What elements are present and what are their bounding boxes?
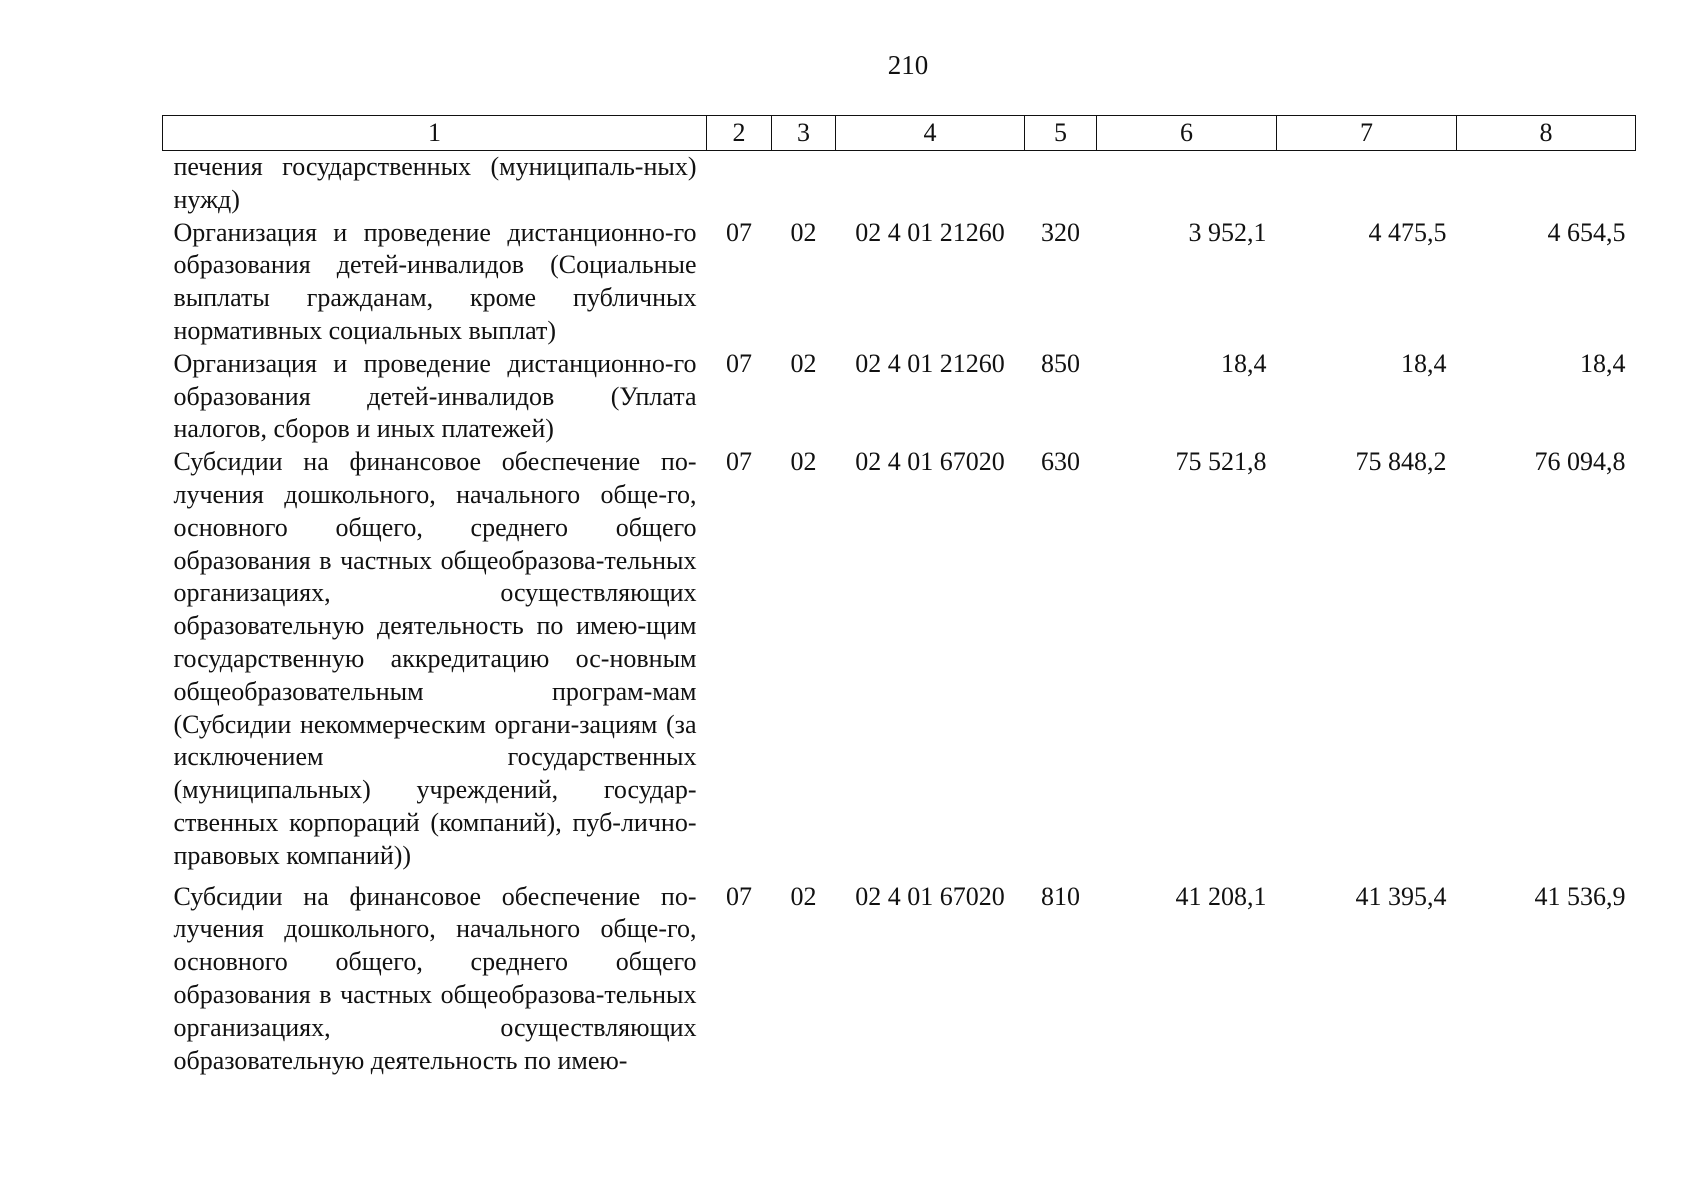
row-description: печения государственных (муниципаль-ных) нужд) <box>173 152 697 214</box>
table-header <box>163 116 1636 151</box>
column-header-8: 8 <box>1457 116 1636 151</box>
row-section: 07 <box>726 881 752 911</box>
row-amount-col8: 76 094,8 <box>1534 447 1626 477</box>
row-amount-col8: 41 536,9 <box>1534 881 1626 911</box>
column-header-5: 5 <box>1025 116 1097 151</box>
row-amount-col6: 41 208,1 <box>1175 881 1267 911</box>
row-amount-col7 <box>1277 151 1457 217</box>
table-row <box>163 151 1636 217</box>
row-target-article: 02 4 01 67020 <box>855 447 1005 477</box>
row-description: Субсидии на финансовое обеспечение по-лучения дошкольного, начального обще-го, основного общего, среднего общего образования в частных общеобразова-тельных организациях, осуществляющих образовательную деятельность по имею-щим государственную аккредитацию ос-новным общеобразовательным програм-мам (Субсидии некоммерческим органи-зациям (за исключением государственных (муниципальных) учреждений, государ-ственных корпораций (компаний), пуб-лично-правовых компаний)) <box>173 447 697 870</box>
column-header-1: 1 <box>163 116 707 151</box>
row-description: Организация и проведение дистанционно-го образования детей-инвалидов (Уплата налогов, сборов и иных платежей) <box>173 348 697 444</box>
column-header-6: 6 <box>1097 116 1277 151</box>
table-row <box>163 873 1636 1078</box>
row-amount-col8: 4 654,5 <box>1547 217 1626 247</box>
row-amount-col6 <box>1097 151 1277 217</box>
row-section: 07 <box>726 348 752 378</box>
column-header-4: 4 <box>836 116 1025 151</box>
row-amount-col8 <box>1457 151 1636 217</box>
row-target-article: 02 4 01 21260 <box>855 348 1005 378</box>
row-amount-col6: 75 521,8 <box>1175 447 1267 477</box>
column-header-2: 2 <box>707 116 772 151</box>
row-subsection: 02 <box>790 447 817 477</box>
row-amount-col7: 4 475,5 <box>1368 217 1447 247</box>
row-expense-type <box>1025 151 1097 217</box>
row-subsection: 02 <box>790 881 817 911</box>
row-section <box>707 151 772 217</box>
row-subsection <box>772 151 836 217</box>
row-expense-type: 810 <box>1041 881 1080 911</box>
table-row <box>163 348 1636 446</box>
row-expense-type: 630 <box>1041 447 1080 477</box>
header-row <box>163 116 1636 151</box>
table-row <box>163 217 1636 348</box>
row-amount-col7: 18,4 <box>1401 348 1447 378</box>
page-number: 210 <box>887 50 929 80</box>
row-expense-type: 320 <box>1041 217 1080 247</box>
row-description: Организация и проведение дистанционно-го образования детей-инвалидов (Социальные выплаты гражданам, кроме публичных нормативных социальных выплат) <box>173 217 697 345</box>
column-header-7: 7 <box>1277 116 1457 151</box>
row-target-article: 02 4 01 67020 <box>855 881 1005 911</box>
budget-table <box>162 115 1636 1077</box>
table-row <box>163 446 1636 872</box>
row-section: 07 <box>726 217 752 247</box>
row-section: 07 <box>726 447 752 477</box>
row-target-article: 02 4 01 21260 <box>855 217 1005 247</box>
column-header-3: 3 <box>772 116 836 151</box>
table-body <box>163 151 1636 1078</box>
row-target-article <box>836 151 1025 217</box>
row-amount-col6: 18,4 <box>1221 348 1267 378</box>
row-expense-type: 850 <box>1041 348 1080 378</box>
row-subsection: 02 <box>790 217 817 247</box>
row-amount-col7: 41 395,4 <box>1355 881 1447 911</box>
row-amount-col7: 75 848,2 <box>1355 447 1447 477</box>
row-description: Субсидии на финансовое обеспечение по-лучения дошкольного, начального обще-го, основного общего, среднего общего образования в частных общеобразова-тельных организациях, осуществляющих образовательную деятельность по имею- <box>173 881 697 1075</box>
row-subsection: 02 <box>790 348 817 378</box>
row-amount-col8: 18,4 <box>1580 348 1626 378</box>
row-amount-col6: 3 952,1 <box>1188 217 1267 247</box>
